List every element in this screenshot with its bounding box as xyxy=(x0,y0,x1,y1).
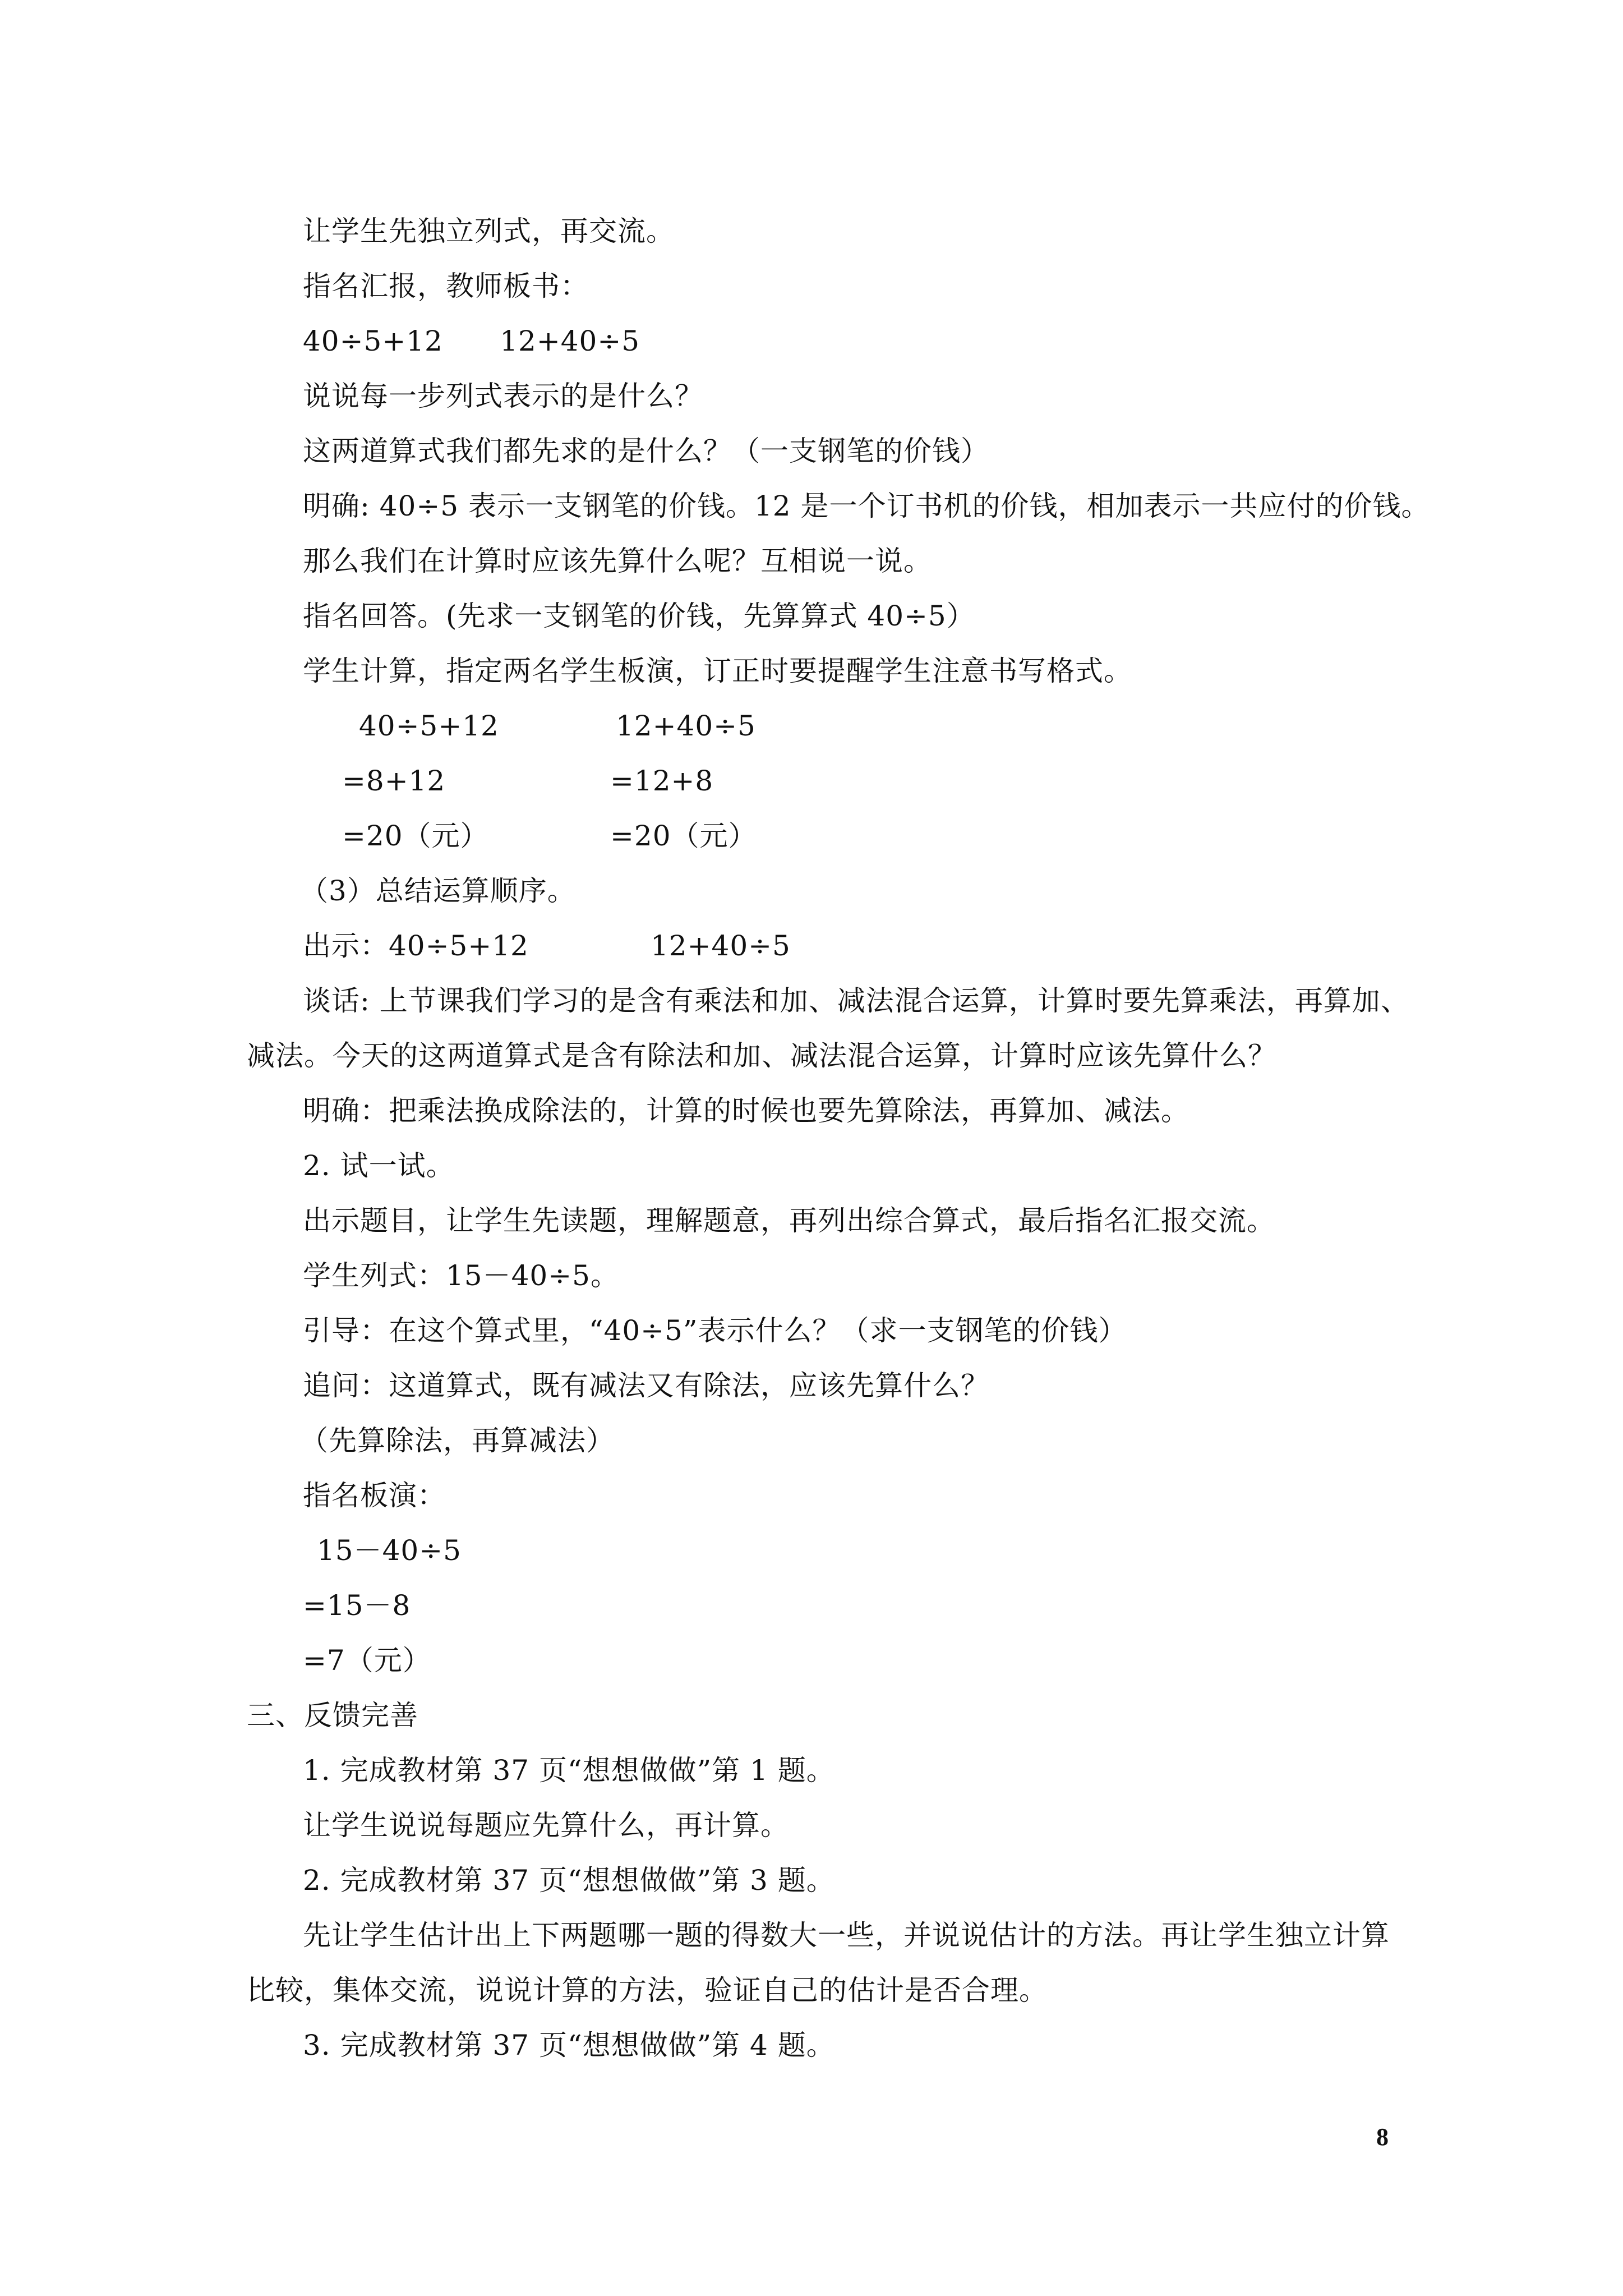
section-heading: 三、反馈完善 xyxy=(247,1699,418,1732)
text-line: 让学生先独立列式，再交流。 xyxy=(303,215,675,247)
text-line: 减法。今天的这两道算式是含有除法和加、减法混合运算，计算时应该先算什么？ xyxy=(247,1039,1276,1072)
text-line: 谈话: 上节课我们学习的是含有乘法和加、减法混合运算，计算时要先算乘法，再算加、 xyxy=(303,984,1409,1017)
text-line: 1. 完成教材第 37 页“想想做做”第 1 题。 xyxy=(303,1754,835,1787)
text-line: 指名回答。(先求一支钢笔的价钱，先算算式 40÷5） xyxy=(303,600,975,632)
text-line: 先让学生估计出上下两题哪一题的得数大一些，并说说估计的方法。再让学生独立计算 xyxy=(303,1919,1390,1952)
text-line: 出示：40÷5+12 xyxy=(303,930,529,962)
page-number: 8 xyxy=(1376,2123,1389,2151)
text-line: 比较，集体交流，说说计算的方法，验证自己的估计是否合理。 xyxy=(247,1974,1048,2007)
text-line: 出示题目，让学生先读题，理解题意，再列出综合算式，最后指名汇报交流。 xyxy=(303,1204,1275,1237)
calc-left-line: =8+12 xyxy=(342,765,446,797)
text-line: 明确: 40÷5 表示一支钢笔的价钱。12 是一个订书机的价钱，相加表示一共应付的价钱。 xyxy=(303,490,1430,522)
text-line: （先算除法，再算减法） xyxy=(300,1424,615,1457)
calc-left-line: 40÷5+12 xyxy=(359,710,499,742)
text-line: 学生列式：15－40÷5。 xyxy=(303,1259,619,1292)
text-line: 学生计算，指定两名学生板演，订正时要提醒学生注意书写格式。 xyxy=(303,655,1132,687)
text-line: 让学生说说每题应先算什么，再计算。 xyxy=(303,1809,789,1842)
text-line: 追问：这道算式，既有减法又有除法，应该先算什么？ xyxy=(303,1369,989,1402)
text-line: 那么我们在计算时应该先算什么呢？互相说一说。 xyxy=(303,545,932,577)
text-line: 这两道算式我们都先求的是什么？（一支钢笔的价钱） xyxy=(303,435,989,467)
calc-right-line: =12+8 xyxy=(610,765,714,797)
calc-left-line: =20（元） xyxy=(342,820,489,852)
text-line: 指名汇报，教师板书： xyxy=(303,270,589,302)
text-line: 2. 完成教材第 37 页“想想做做”第 3 题。 xyxy=(303,1864,835,1897)
calc-line: =15－8 xyxy=(303,1589,411,1622)
text-line: 引导：在这个算式里，“40÷5”表示什么？（求一支钢笔的价钱） xyxy=(303,1314,1127,1347)
text-line: （3）总结运算顺序。 xyxy=(300,875,576,907)
text-line: 明确：把乘法换成除法的，计算的时候也要先算除法，再算加、减法。 xyxy=(303,1094,1189,1127)
text-line: 说说每一步列式表示的是什么？ xyxy=(303,380,703,412)
formula-line: 12+40÷5 xyxy=(651,930,791,962)
calc-right-line: 12+40÷5 xyxy=(616,710,756,742)
text-line: 指名板演： xyxy=(303,1479,446,1512)
calc-line: =7（元） xyxy=(303,1644,431,1677)
text-line: 3. 完成教材第 37 页“想想做做”第 4 题。 xyxy=(303,2029,835,2062)
text-line: 2. 试一试。 xyxy=(303,1149,455,1182)
formula-line: 40÷5+12 12+40÷5 xyxy=(303,325,640,357)
calc-line: 15－40÷5 xyxy=(317,1534,462,1567)
calc-right-line: =20（元） xyxy=(610,820,757,852)
